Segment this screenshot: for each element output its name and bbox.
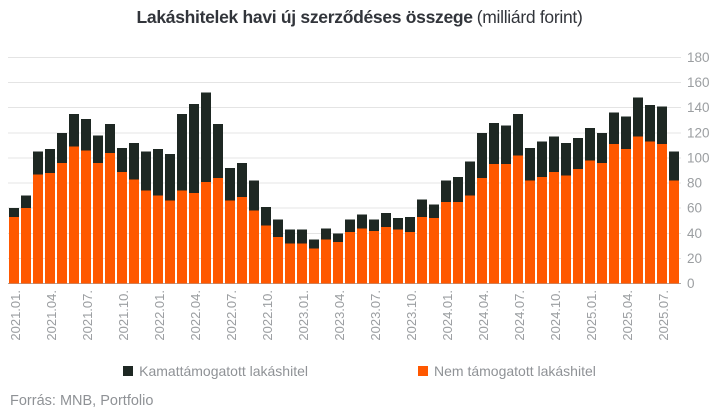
bar-segment-unsupported bbox=[117, 172, 127, 284]
bar-segment-unsupported bbox=[549, 172, 559, 284]
bar-segment-supported bbox=[609, 113, 619, 144]
y-axis-tick-label: 60 bbox=[687, 200, 703, 216]
bar-segment-supported bbox=[273, 219, 283, 237]
bar-segment-unsupported bbox=[297, 243, 307, 283]
bar-segment-unsupported bbox=[9, 217, 19, 284]
chart-title-main: Lakáshitelek havi új szerződéses összege bbox=[136, 7, 473, 27]
bar-segment-unsupported bbox=[285, 243, 295, 283]
chart-title-unit: (milliárd forint) bbox=[476, 7, 583, 27]
bar-segment-supported bbox=[45, 149, 55, 173]
bar-segment-supported bbox=[81, 119, 91, 150]
bar-segment-unsupported bbox=[33, 174, 43, 283]
y-axis-tick-label: 0 bbox=[687, 276, 695, 291]
bar-segment-unsupported bbox=[405, 232, 415, 283]
bar-segment-supported bbox=[369, 219, 379, 230]
bar-segment-unsupported bbox=[393, 230, 403, 284]
x-axis-tick-label: 2022.10. bbox=[260, 290, 275, 341]
bar-segment-unsupported bbox=[381, 227, 391, 284]
bar-segment-supported bbox=[477, 133, 487, 178]
x-axis-tick-label: 2023.01. bbox=[296, 290, 311, 341]
y-axis-tick-label: 160 bbox=[687, 75, 710, 91]
bar-segment-unsupported bbox=[165, 201, 175, 284]
bar-segment-supported bbox=[189, 104, 199, 193]
legend-label-supported: Kamattámogatott lakáshitel bbox=[139, 363, 308, 379]
bar-segment-supported bbox=[513, 114, 523, 155]
bar-segment-unsupported bbox=[93, 163, 103, 284]
bar-segment-supported bbox=[165, 154, 175, 200]
bar-segment-unsupported bbox=[357, 228, 367, 283]
bar-segment-unsupported bbox=[213, 178, 223, 283]
bar-segment-unsupported bbox=[189, 193, 199, 283]
bar-segment-unsupported bbox=[345, 232, 355, 283]
bar-segment-supported bbox=[573, 138, 583, 169]
x-axis-tick-label: 2021.10. bbox=[116, 290, 131, 341]
bar-segment-unsupported bbox=[261, 226, 271, 284]
x-axis-tick-label: 2024.01. bbox=[440, 290, 455, 341]
bar-segment-supported bbox=[9, 208, 19, 217]
bar-segment-unsupported bbox=[321, 240, 331, 284]
bar-segment-unsupported bbox=[309, 248, 319, 283]
bar-segment-supported bbox=[57, 133, 67, 163]
x-axis-tick-label: 2022.04. bbox=[188, 290, 203, 341]
bar-segment-supported bbox=[21, 196, 31, 209]
x-axis-tick-label: 2023.10. bbox=[404, 290, 419, 341]
y-axis-tick-label: 120 bbox=[687, 125, 710, 141]
bar-segment-supported bbox=[69, 114, 79, 147]
bar-segment-supported bbox=[357, 214, 367, 228]
bar-segment-supported bbox=[297, 230, 307, 244]
bar-segment-supported bbox=[309, 240, 319, 249]
bar-segment-unsupported bbox=[249, 211, 259, 284]
bar-segment-unsupported bbox=[141, 191, 151, 284]
bar-segment-unsupported bbox=[609, 144, 619, 283]
bar-segment-unsupported bbox=[57, 163, 67, 284]
bar-segment-unsupported bbox=[177, 191, 187, 284]
legend-label-unsupported: Nem támogatott lakáshitel bbox=[434, 363, 596, 379]
bar-segment-supported bbox=[489, 123, 499, 164]
bar-segment-supported bbox=[429, 204, 439, 218]
bar-segment-unsupported bbox=[153, 196, 163, 284]
bar-segment-supported bbox=[501, 125, 511, 164]
bar-segment-supported bbox=[201, 93, 211, 182]
bar-segment-supported bbox=[525, 148, 535, 181]
bar-segment-unsupported bbox=[645, 142, 655, 284]
bar-segment-supported bbox=[285, 230, 295, 244]
bar-segment-unsupported bbox=[453, 202, 463, 284]
bar-segment-supported bbox=[105, 124, 115, 153]
bar-segment-unsupported bbox=[669, 181, 679, 284]
x-axis-tick-label: 2024.07. bbox=[512, 290, 527, 341]
bar-segment-supported bbox=[633, 98, 643, 137]
bar-segment-unsupported bbox=[441, 202, 451, 284]
bar-segment-unsupported bbox=[537, 177, 547, 284]
x-axis-tick-label: 2022.01. bbox=[152, 290, 167, 341]
bar-segment-supported bbox=[561, 143, 571, 176]
bar-segment-supported bbox=[621, 117, 631, 150]
legend-item-supported bbox=[123, 363, 308, 379]
y-axis-tick-label: 20 bbox=[687, 250, 703, 266]
bar-segment-unsupported bbox=[225, 201, 235, 284]
bar-segment-unsupported bbox=[501, 164, 511, 283]
bar-segment-unsupported bbox=[69, 147, 79, 284]
bar-segment-supported bbox=[537, 142, 547, 177]
x-axis-tick-label: 2023.07. bbox=[368, 290, 383, 341]
bar-segment-unsupported bbox=[237, 197, 247, 284]
bar-segment-unsupported bbox=[333, 242, 343, 283]
bar-segment-supported bbox=[93, 135, 103, 163]
x-axis-tick-label: 2024.04. bbox=[476, 290, 491, 341]
bar-segment-unsupported bbox=[513, 155, 523, 283]
bar-segment-unsupported bbox=[465, 196, 475, 284]
chart-legend bbox=[0, 363, 719, 379]
bar-segment-supported bbox=[213, 124, 223, 178]
x-axis-tick-label: 2025.01. bbox=[584, 290, 599, 341]
bar-segment-unsupported bbox=[45, 173, 55, 283]
bar-segment-unsupported bbox=[201, 182, 211, 284]
x-axis-tick-label: 2025.04. bbox=[620, 290, 635, 341]
bar-segment-unsupported bbox=[477, 178, 487, 283]
bar-segment-supported bbox=[549, 137, 559, 172]
x-axis-tick-label: 2021.01. bbox=[8, 290, 23, 341]
bar-segment-supported bbox=[177, 114, 187, 191]
y-axis-tick-label: 180 bbox=[687, 50, 710, 65]
bar-segment-supported bbox=[657, 106, 667, 144]
x-axis-tick-label: 2025.07. bbox=[656, 290, 671, 341]
bar-segment-unsupported bbox=[525, 181, 535, 284]
bar-segment-supported bbox=[645, 105, 655, 141]
bar-segment-supported bbox=[465, 162, 475, 196]
bar-segment-supported bbox=[117, 148, 127, 172]
bar-segment-supported bbox=[345, 219, 355, 232]
bar-segment-unsupported bbox=[597, 163, 607, 284]
bar-segment-supported bbox=[33, 152, 43, 175]
bar-segment-supported bbox=[237, 163, 247, 197]
x-axis-tick-label: 2023.04. bbox=[332, 290, 347, 341]
x-axis-tick-label: 2024.10. bbox=[548, 290, 563, 341]
bar-segment-unsupported bbox=[429, 218, 439, 283]
bar-segment-supported bbox=[585, 128, 595, 161]
bar-segment-unsupported bbox=[369, 231, 379, 284]
x-axis-tick-label: 2022.07. bbox=[224, 290, 239, 341]
bar-segment-unsupported bbox=[129, 179, 139, 283]
legend-item-unsupported bbox=[418, 363, 596, 379]
legend-swatch-unsupported bbox=[418, 366, 428, 376]
bar-segment-supported bbox=[333, 233, 343, 242]
y-axis-tick-label: 40 bbox=[687, 225, 703, 241]
bar-segment-supported bbox=[393, 218, 403, 229]
bar-segment-unsupported bbox=[561, 176, 571, 284]
x-axis-tick-label: 2021.07. bbox=[80, 290, 95, 341]
bar-segment-unsupported bbox=[621, 149, 631, 283]
bar-segment-supported bbox=[261, 207, 271, 226]
bar-segment-unsupported bbox=[489, 164, 499, 283]
bar-segment-supported bbox=[453, 177, 463, 202]
x-axis-tick-label: 2021.04. bbox=[44, 290, 59, 341]
bar-segment-unsupported bbox=[21, 208, 31, 283]
bar-segment-supported bbox=[225, 168, 235, 201]
bar-segment-supported bbox=[405, 217, 415, 232]
legend-swatch-supported bbox=[123, 366, 133, 376]
bar-segment-unsupported bbox=[81, 150, 91, 283]
bar-segment-unsupported bbox=[273, 237, 283, 283]
bar-segment-supported bbox=[153, 149, 163, 195]
bar-segment-supported bbox=[597, 133, 607, 163]
y-axis-tick-label: 140 bbox=[687, 100, 710, 116]
y-axis-tick-label: 100 bbox=[687, 150, 710, 166]
bar-segment-unsupported bbox=[573, 169, 583, 283]
source-text: Forrás: MNB, Portfolio bbox=[10, 393, 154, 409]
bar-segment-supported bbox=[129, 143, 139, 179]
bar-segment-supported bbox=[669, 152, 679, 181]
bar-segment-supported bbox=[381, 213, 391, 227]
y-axis-tick-label: 80 bbox=[687, 175, 703, 191]
bar-segment-unsupported bbox=[417, 217, 427, 284]
bar-segment-supported bbox=[249, 181, 259, 211]
bar-segment-supported bbox=[321, 228, 331, 239]
bar-segment-supported bbox=[441, 181, 451, 202]
bar-segment-unsupported bbox=[657, 144, 667, 283]
bar-segment-unsupported bbox=[585, 160, 595, 283]
bar-segment-supported bbox=[141, 152, 151, 191]
bar-segment-supported bbox=[417, 199, 427, 217]
bar-segment-unsupported bbox=[633, 137, 643, 284]
bar-segment-unsupported bbox=[105, 153, 115, 284]
